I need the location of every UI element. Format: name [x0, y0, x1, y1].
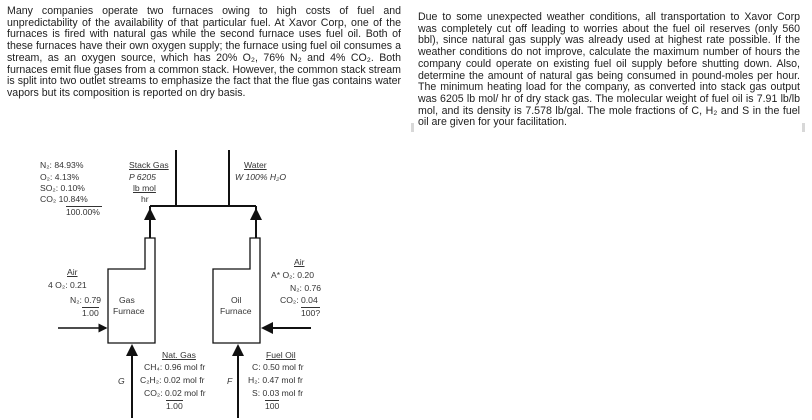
air-oil-co2: CO₂: 0.04	[280, 295, 318, 305]
natural-gas-co2: CO₂: 0.02 mol fr	[144, 388, 206, 398]
natural-gas-c2h2: C₂H₂: 0.02 mol fr	[140, 375, 205, 385]
stack-gas-unit-den: hr	[141, 194, 149, 204]
stack-n2: N₂: 84.93%	[40, 160, 84, 170]
water-title: Water	[244, 160, 267, 170]
natural-gas-stream-var: G	[118, 376, 125, 386]
natural-gas-total: 1.00	[166, 401, 183, 411]
air-gas-total: 1.00	[82, 308, 99, 318]
stack-co2: CO₂ 10.84%	[40, 194, 88, 204]
air-oil-title: Air	[294, 257, 305, 267]
natural-gas-title: Nat. Gas	[162, 350, 196, 360]
fuel-oil-stream-var: F	[227, 376, 233, 386]
stack-o2: O₂: 4.13%	[40, 172, 80, 182]
intro-paragraph: Many companies operate two furnaces owing to high costs of fuel and unpredictability of the availability of that particular fuel. At Xavor Corp, one of the furnaces is fired with natural gas while the second furnace uses fuel oil. Both of these furnaces have their own oxygen supply; the furnace using fuel oil consumes a stream, as an oxygen source, which has 20% O₂, 76% N₂ and 4% CO₂. Both furnaces emit flue gases from a common stack. However, the common stack stream is split into two outlet streams to emphasize the fact that the flue gas contains water vapors but its composition is reported on dry basis.	[7, 5, 401, 99]
air-oil-o2: A* O₂: 0.20	[271, 270, 314, 280]
water-composition: W 100% H₂O	[235, 172, 287, 182]
stack-so2: SO₂: 0.10%	[40, 183, 85, 193]
air-gas-title: Air	[67, 267, 78, 277]
fuel-oil-total: 100	[265, 401, 280, 411]
air-gas-o2: 4 O₂: 0.21	[48, 280, 87, 290]
stack-gas-title: Stack Gas	[129, 160, 169, 170]
fuel-oil-s: S: 0.03 mol fr	[252, 388, 304, 398]
fuel-oil-c: C: 0.50 mol fr	[252, 362, 304, 372]
air-oil-n2: N₂: 0.76	[290, 283, 322, 293]
air-gas-n2: N₂: 0.79	[70, 295, 102, 305]
fuel-oil-title: Fuel Oil	[266, 350, 296, 360]
stack-gas-flow: P 6205	[129, 172, 156, 182]
gas-furnace-label-2: Furnace	[113, 306, 145, 316]
air-oil-total: 100?	[301, 308, 321, 318]
oil-furnace-label-2: Furnace	[220, 306, 252, 316]
gas-furnace-label-1: Gas	[119, 295, 135, 305]
natural-gas-ch4: CH₄: 0.96 mol fr	[144, 362, 206, 372]
oil-furnace-label-1: Oil	[231, 295, 242, 305]
stack-gas-unit-num: lb mol	[133, 183, 156, 193]
fuel-oil-h2: H₂: 0.47 mol fr	[248, 375, 303, 385]
question-paragraph: Due to some unexpected weather conditions, all transportation to Xavor Corp was completely cut off leading to worries about the fuel oil reserves (only 560 bbl), since natural gas supply was already used at highest rate possible. If the weather conditions do not improve, calculate the maximum number of hours the company could operate on existing fuel oil supply before shutting down. Also, determine the amount of natural gas being consumed in pound-moles per hour. The minimum heating load for the company, as converted into stack gas output was 6205 lb mol/ hr of dry stack gas. The molecular weight of fuel oil is 7.91 lb/lb mol, and its density is 7.578 lb/gal. The mole fractions of C, H₂ and S in the fuel oil are given for your facilitation.	[418, 11, 800, 129]
stack-total: 100.00%	[66, 207, 100, 217]
